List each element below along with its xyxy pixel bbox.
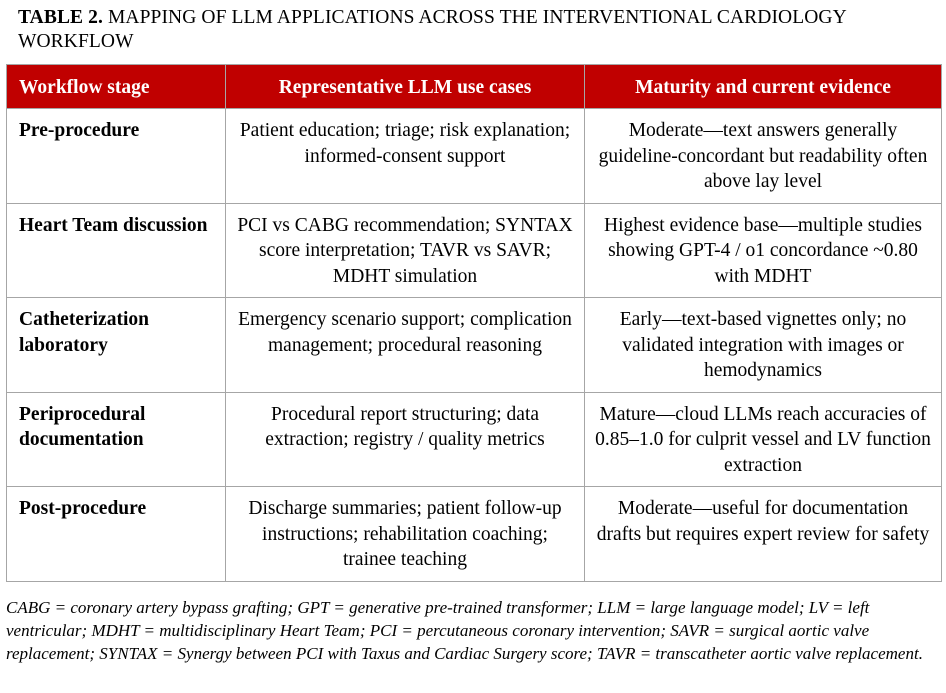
stage-cell: Post-procedure [7,487,226,582]
maturity-cell: Early—text-based vignettes only; no validated integration with images or hemodynamics [585,298,942,393]
stage-cell: Periprocedural documentation [7,392,226,487]
header-workflow-stage: Workflow stage [7,65,226,109]
table-row [7,203,942,298]
header-row [7,65,942,109]
maturity-cell: Mature—cloud LLMs reach accuracies of 0.85–1.0 for culprit vessel and LV function extraction [585,392,942,487]
stage-cell: Pre-procedure [7,109,226,204]
table-title: MAPPING OF LLM APPLICATIONS ACROSS THE INTERVENTIONAL CARDIOLOGY WORKFLOW [18,7,847,52]
header-use-cases: Representative LLM use cases [226,65,585,109]
table-row [7,109,942,204]
use-cases-cell: Procedural report structuring; data extraction; registry / quality metrics [226,392,585,487]
table-caption [18,6,918,54]
use-cases-cell: Discharge summaries; patient follow-up instructions; rehabilitation coaching; trainee teaching [226,487,585,582]
table-label: TABLE 2. [18,7,103,28]
use-cases-cell: PCI vs CABG recommendation; SYNTAX score interpretation; TAVR vs SAVR; MDHT simulation [226,203,585,298]
maturity-cell: Moderate—useful for documentation drafts but requires expert review for safety [585,487,942,582]
table-row [7,298,942,393]
maturity-cell: Moderate—text answers generally guideline-concordant but readability often above lay level [585,109,942,204]
header-maturity: Maturity and current evidence [585,65,942,109]
workflow-table [6,64,942,582]
maturity-cell: Highest evidence base—multiple studies showing GPT-4 / o1 concordance ~0.80 with MDHT [585,203,942,298]
table-row [7,487,942,582]
stage-cell: Heart Team discussion [7,203,226,298]
abbreviations-footnote: CABG = coronary artery bypass grafting; GPT = generative pre-trained transformer; LLM = large language model; LV = left ventricular; MDHT = multidisciplinary Heart Team; PCI = percutaneous coronary intervention; SAVR = surgical aortic valve replacement; SYNTAX = Synergy between PCI with Taxus and Cardiac Surgery score; TAVR = transcatheter aortic valve replacement. [6,598,923,663]
use-cases-cell: Patient education; triage; risk explanation; informed-consent support [226,109,585,204]
table-row [7,392,942,487]
use-cases-cell: Emergency scenario support; complication management; procedural reasoning [226,298,585,393]
stage-cell: Catheterization laboratory [7,298,226,393]
